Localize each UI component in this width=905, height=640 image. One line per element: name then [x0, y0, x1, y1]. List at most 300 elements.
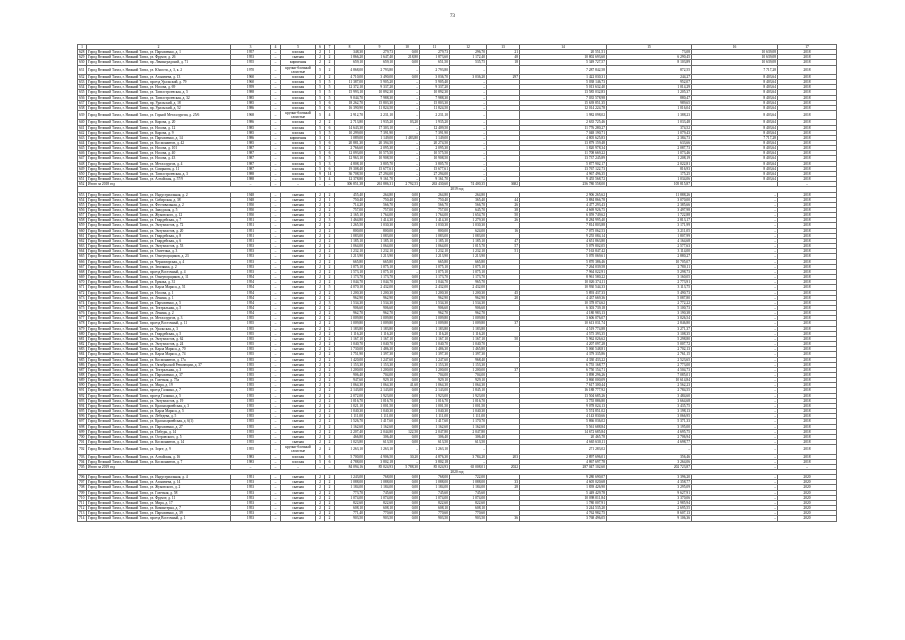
table-cell: –: [271, 342, 281, 347]
table-cell: 608,10: [420, 506, 450, 511]
table-cell: 10 802 693,60: [520, 55, 607, 60]
table-cell: 0,00: [395, 424, 420, 429]
table-cell: 3682: [487, 182, 520, 187]
table-cell: –: [450, 459, 487, 464]
table-cell: Город Великий Тагил, г. Нижний Тагил, ул. Пархоменко, д. 39: [87, 511, 231, 516]
table-cell: 2018: [778, 218, 837, 223]
table-cell: 2018: [778, 60, 837, 65]
table-cell: 0,00: [395, 475, 420, 480]
table-cell: 10 639,08: [692, 60, 778, 65]
table-cell: 5 449 429,78: [520, 490, 607, 495]
table-cell: –: [395, 140, 420, 145]
table-cell: 3 755 886,80: [520, 398, 607, 403]
table-cell: 306,40: [365, 434, 395, 439]
table-cell: 646: [78, 151, 87, 156]
table-cell: 7 988,30: [420, 95, 450, 100]
table-cell: 2: [316, 244, 325, 249]
table-cell: 1 213,90: [335, 254, 365, 259]
table-cell: 632: [78, 74, 87, 79]
table-cell: Город Великий Тагил, г. Нижний Тагил, проезд Восточный, д. 11: [87, 321, 231, 326]
table-cell: 2: [316, 280, 325, 285]
table-cell: 2018: [778, 166, 837, 171]
table-cell: 822,60: [420, 500, 450, 505]
table-cell: 1 923,00: [420, 393, 450, 398]
table-cell: 1987: [231, 156, 271, 161]
table-cell: 1 232,10: [420, 249, 450, 254]
table-cell: 1 200,00: [335, 367, 365, 372]
table-cell: Город Великий Тагил, г. Нижний Тагил, ул. Космонавтов, д. 17а: [87, 357, 231, 362]
table-cell: 1 079,43: [607, 130, 692, 135]
table-cell: 18: [487, 60, 520, 65]
table-cell: 1988: [231, 177, 271, 182]
table-cell: Город Великий Тагил, г. Нижний Тагил, ул. Огнеупорщиков, д. 11: [87, 275, 231, 280]
table-cell: 2018: [778, 171, 837, 176]
table-cell: 2: [325, 357, 335, 362]
table-cell: 2 780,11: [607, 264, 692, 269]
table-cell: 635: [78, 90, 87, 95]
table-cell: –: [231, 464, 271, 469]
table-cell: 2 793,80: [420, 65, 450, 74]
table-cell: 669: [78, 275, 87, 280]
capital-repair-register-table: [77, 44, 837, 522]
table-cell: 73,08: [607, 50, 692, 55]
table-cell: 8 284 995,40: [520, 218, 607, 223]
table-cell: 261 886,31: [365, 182, 395, 187]
table-cell: –: [692, 383, 778, 388]
table-cell: 2: [325, 228, 335, 233]
table-cell: 651: [78, 177, 87, 182]
table-cell: скатная: [281, 305, 316, 310]
table-cell: 655: [78, 202, 87, 207]
table-cell: –: [692, 285, 778, 290]
table-cell: –: [692, 336, 778, 341]
table-cell: 1953: [231, 495, 271, 500]
table-cell: –: [395, 177, 420, 182]
table-cell: –: [395, 85, 420, 90]
table-cell: 2018: [778, 146, 837, 151]
table-cell: 4 605 020,68: [520, 480, 607, 485]
table-cell: 645,70: [450, 208, 487, 213]
table-cell: –: [271, 357, 281, 362]
table-cell: 2018: [778, 259, 837, 264]
table-cell: 1 200,00: [420, 367, 450, 372]
table-cell: 2: [325, 388, 335, 393]
table-cell: –: [692, 275, 778, 280]
table-cell: 2: [325, 55, 335, 60]
table-cell: 681: [78, 336, 87, 341]
table-cell: 2018: [778, 65, 837, 74]
table-cell: 1 654,70: [450, 213, 487, 218]
table-cell: –: [271, 454, 281, 459]
table-cell: –: [395, 90, 420, 95]
table-cell: 1954: [231, 280, 271, 285]
table-cell: 5: [316, 125, 325, 130]
table-cell: –: [692, 259, 778, 264]
table-cell: 0,00: [395, 74, 420, 79]
table-cell: –: [271, 146, 281, 151]
table-cell: –: [271, 300, 281, 305]
table-cell: Город Великий Тагил, г. Нижний Тагил, ул. Землянка, д. 2: [87, 264, 231, 269]
table-cell: 1951: [231, 475, 271, 480]
table-cell: 2: [325, 316, 335, 321]
table-cell: 33: [487, 480, 520, 485]
table-cell: 2: [316, 192, 325, 197]
table-cell: 2018: [778, 202, 837, 207]
table-cell: скатная: [281, 388, 316, 393]
table-cell: 1955: [231, 409, 271, 414]
table-cell: Город Великий Тагил, г. Нижний Тагил, пр. Уральский, д. 52: [87, 105, 231, 110]
table-cell: 6: [325, 454, 335, 459]
table-cell: –: [271, 192, 281, 197]
table-cell: 662: [78, 238, 87, 243]
table-cell: Город Великий Тагил, г. Нижний Тагил, ул. Жуковского, д. 12: [87, 213, 231, 218]
table-cell: 2018: [778, 208, 837, 213]
table-cell: 1 083,00: [365, 233, 395, 238]
table-cell: 1987: [231, 146, 271, 151]
table-cell: 2: [325, 60, 335, 65]
table-cell: Город Великий Тагил, г. Нижний Тагил, ул. Индустриальная, д. 4: [87, 475, 231, 480]
table-cell: Город Великий Тагил, г. Нижний Тагил, ул. Фрунзе, д. 11: [87, 495, 231, 500]
table-cell: 952,07: [607, 80, 692, 85]
table-cell: 6 290,45: [607, 55, 692, 60]
table-cell: 2020: [778, 480, 837, 485]
column-number-header: 2: [87, 45, 231, 50]
table-cell: 0,00: [395, 321, 420, 326]
table-cell: 3 036,70: [420, 74, 450, 79]
table-cell: 5 349 727,57: [520, 60, 607, 65]
table-cell: 673: [78, 295, 87, 300]
table-cell: –: [450, 90, 487, 95]
table-cell: 1 016,04: [607, 105, 692, 110]
table-cell: 2018: [778, 403, 837, 408]
table-cell: –: [271, 480, 281, 485]
table-cell: –: [692, 367, 778, 372]
table-cell: –: [271, 475, 281, 480]
table-cell: Город Великий Тагил, г. Нижний Тагил, ул. Аганичева, д. 13: [87, 74, 231, 79]
table-cell: 8 607,13: [607, 511, 692, 516]
table-cell: 1 021,10: [335, 403, 365, 408]
table-cell: 903,50: [450, 516, 487, 521]
table-cell: 2018: [778, 80, 837, 85]
table-cell: 1986: [231, 135, 271, 140]
table-cell: 1: [325, 135, 335, 140]
table-cell: 1 185,10: [365, 238, 395, 243]
table-cell: 8 403,64: [692, 171, 778, 176]
table-cell: 1985: [231, 130, 271, 135]
table-cell: 8 403,64: [692, 100, 778, 105]
table-cell: 2: [325, 223, 335, 228]
table-cell: 700: [78, 434, 87, 439]
table-cell: 1: [325, 50, 335, 55]
table-cell: 2018: [778, 151, 837, 156]
table-cell: 1 247,60: [365, 357, 395, 362]
table-cell: 1951: [231, 218, 271, 223]
table-cell: 5: [316, 151, 325, 156]
table-cell: 1 116,20: [335, 331, 365, 336]
table-cell: 1954: [231, 305, 271, 310]
table-cell: скатная: [281, 485, 316, 490]
table-cell: 906,60: [420, 305, 450, 310]
table-cell: 0,00: [395, 316, 420, 321]
table-cell: 1 923,00: [450, 393, 487, 398]
table-cell: –: [271, 419, 281, 424]
table-cell: 698: [78, 424, 87, 429]
table-cell: 2: [316, 228, 325, 233]
table-cell: –: [692, 388, 778, 393]
table-row: [78, 445, 837, 454]
table-cell: –: [395, 80, 420, 85]
table-cell: 1 263,10: [365, 445, 395, 454]
table-cell: 9 280 690,07: [520, 475, 607, 480]
table-cell: 9 161,70: [365, 177, 395, 182]
table-cell: 3 664,68: [607, 398, 692, 403]
table-cell: 7 617 300,44: [520, 383, 607, 388]
table-cell: –: [692, 228, 778, 233]
table-cell: 4 164,68: [607, 238, 692, 243]
table-cell: 656: [78, 208, 87, 213]
table-cell: 27 294,00: [365, 171, 395, 176]
table-cell: 1 200,30: [365, 290, 395, 295]
table-cell: –: [271, 393, 281, 398]
table-cell: 6: [325, 140, 335, 145]
table-cell: 1 185,10: [450, 238, 487, 243]
table-cell: 4 762 982,75: [520, 511, 607, 516]
table-cell: –: [692, 459, 778, 464]
table-cell: 2018: [778, 130, 837, 135]
table-cell: 4 143 830,66: [520, 414, 607, 419]
table-cell: 13 585 032,83: [520, 90, 607, 95]
table-cell: 2020: [778, 506, 837, 511]
table-cell: 800,00: [365, 228, 395, 233]
table-cell: 608,10: [450, 506, 487, 511]
table-cell: 2 695,55: [607, 506, 692, 511]
table-cell: 1 873,60: [420, 55, 450, 60]
table-cell: Город Великий Тагил, г. Нижний Тагил, ул. Металлургов, д. 3: [87, 316, 231, 321]
table-cell: Город Великий Тагил, г. Нижний Тагил, ул. Носова, д. 40: [87, 151, 231, 156]
table-cell: 10 613 031,74: [520, 321, 607, 326]
table-cell: 0,00: [395, 228, 420, 233]
table-cell: –: [395, 269, 420, 274]
table-cell: 699: [78, 429, 87, 434]
table-cell: 5: [325, 95, 335, 100]
table-cell: 0,00: [395, 516, 420, 521]
table-cell: 708: [78, 485, 87, 490]
table-cell: 3 264,06: [607, 459, 692, 464]
table-cell: 2 143,00: [335, 388, 365, 393]
table-cell: 676: [78, 311, 87, 316]
table-cell: 1955: [231, 347, 271, 352]
table-cell: 2018: [778, 367, 837, 372]
table-cell: Город Великий Тагил, г. Нижний Тагил, проезд Восточный, д. 4: [87, 269, 231, 274]
table-cell: 2018: [778, 244, 837, 249]
table-cell: 38: [487, 208, 520, 213]
table-cell: 2020: [778, 490, 837, 495]
table-cell: скатная: [281, 475, 316, 480]
table-cell: –: [325, 182, 335, 187]
table-cell: 3 802,18: [365, 459, 395, 464]
table-cell: 1955: [231, 424, 271, 429]
table-cell: 2 143,00: [365, 388, 395, 393]
table-cell: –: [271, 85, 281, 90]
table-cell: скатная: [281, 500, 316, 505]
table-cell: 2: [316, 414, 325, 419]
table-cell: 679: [78, 326, 87, 331]
table-cell: 2: [316, 475, 325, 480]
table-cell: 306,40: [420, 434, 450, 439]
table-cell: –: [692, 233, 778, 238]
table-cell: Город Великий Тагил, г. Нижний Тагил, ул. Ленина, д. 1: [87, 295, 231, 300]
table-cell: 1 167,10: [335, 336, 365, 341]
table-cell: 1 247,60: [420, 357, 450, 362]
table-cell: 3 435,75: [607, 403, 692, 408]
table-cell: 962,90: [420, 295, 450, 300]
table-cell: –: [692, 321, 778, 326]
table-cell: 2: [316, 275, 325, 280]
table-cell: 1968: [231, 111, 271, 120]
table-cell: 2: [316, 495, 325, 500]
table-cell: –: [692, 434, 778, 439]
table-cell: 0,00: [395, 311, 420, 316]
table-cell: 2: [325, 506, 335, 511]
table-cell: 0,00: [395, 409, 420, 414]
table-cell: –: [692, 208, 778, 213]
table-cell: 10 930 544,33: [520, 285, 607, 290]
table-cell: плоская: [281, 151, 316, 156]
table-cell: скатная: [281, 490, 316, 495]
table-cell: –: [450, 65, 487, 74]
table-cell: 2: [325, 264, 335, 269]
table-cell: –: [692, 326, 778, 331]
table-cell: 2018: [778, 95, 837, 100]
table-cell: 2 577,63: [607, 244, 692, 249]
table-cell: 36 708,50: [335, 171, 365, 176]
table-cell: 13 767 122,73: [520, 166, 607, 171]
table-cell: 1986: [231, 105, 271, 110]
table-cell: 710: [78, 495, 87, 500]
table-cell: 1 184,00: [365, 485, 395, 490]
table-cell: Город Великий Тагил, г. Нижний Тагил, проезд Галкина, д. 5: [87, 393, 231, 398]
table-cell: –: [692, 454, 778, 459]
table-cell: 3 070,00: [607, 197, 692, 202]
table-cell: 903,50: [335, 516, 365, 521]
table-cell: 1953: [231, 506, 271, 511]
table-cell: 1 866,20: [335, 55, 365, 60]
table-cell: 613,50: [365, 440, 395, 445]
table-cell: 5 905,40: [420, 80, 450, 85]
table-cell: 12 014 224,78: [520, 105, 607, 110]
table-cell: 2018: [778, 156, 837, 161]
table-cell: 3 211,05: [607, 228, 692, 233]
table-cell: 628: [78, 50, 87, 55]
column-number-header: 15: [607, 45, 692, 50]
table-cell: –: [271, 140, 281, 145]
table-cell: 5: [316, 156, 325, 161]
table-cell: скатная: [281, 233, 316, 238]
table-cell: –: [271, 120, 281, 125]
table-row: [78, 65, 837, 74]
table-cell: –: [271, 177, 281, 182]
table-cell: 2: [325, 259, 335, 264]
table-cell: –: [692, 378, 778, 383]
table-cell: 1987: [231, 161, 271, 166]
year-section-label: 2020 год: [78, 469, 837, 474]
table-cell: 680: [78, 331, 87, 336]
table-cell: Город Великий Тагил, г. Нижний Тагил, ул. Энтузиастов, д. 24: [87, 342, 231, 347]
table-cell: [487, 65, 520, 74]
table-cell: Город Великий Тагил, г. Нижний Тагил, ул. Алтайская, д. 57/9: [87, 177, 231, 182]
table-cell: 2: [325, 440, 335, 445]
table-cell: скатная: [281, 290, 316, 295]
table-cell: 1 417,60: [420, 419, 450, 424]
table-cell: 1955: [231, 342, 271, 347]
table-cell: 624,00: [450, 228, 487, 233]
table-cell: 2: [325, 434, 335, 439]
table-cell: 2018: [778, 264, 837, 269]
table-cell: 1953: [231, 55, 271, 60]
table-cell: –: [271, 254, 281, 259]
table-cell: 7 814 803,88: [520, 223, 607, 228]
table-cell: 1 162,60: [450, 424, 487, 429]
table-cell: –: [692, 414, 778, 419]
table-cell: –: [692, 464, 778, 469]
table-cell: 15 677,61: [365, 166, 395, 171]
table-cell: 1 839 426,90: [520, 485, 607, 490]
column-number-header: 13: [487, 45, 520, 50]
table-cell: 1 183,80: [335, 326, 365, 331]
table-cell: –: [271, 280, 281, 285]
table-cell: –: [395, 111, 420, 120]
table-cell: –: [395, 125, 420, 130]
table-cell: 3 244 535,20: [520, 506, 607, 511]
table-cell: 1960: [231, 80, 271, 85]
table-cell: –: [271, 336, 281, 341]
table-cell: 9 627,91: [607, 490, 692, 495]
table-cell: 566,70: [365, 202, 395, 207]
table-cell: 2018: [778, 424, 837, 429]
table-cell: 1 205,37: [607, 90, 692, 95]
table-cell: 2: [316, 269, 325, 274]
table-cell: 3 295,09: [607, 485, 692, 490]
column-number-header: 4: [271, 45, 281, 50]
table-cell: 264,80: [450, 192, 487, 197]
table-cell: 1 149,00: [420, 135, 450, 140]
table-cell: Город Великий Тагил, г. Нижний Тагил, ул. Фестивальная, д. 2: [87, 202, 231, 207]
table-cell: 1 173,70: [420, 275, 450, 280]
table-cell: 2018: [778, 135, 837, 140]
table-cell: 0,00: [395, 285, 420, 290]
table-cell: 2: [316, 259, 325, 264]
table-cell: 9 455 568,72: [520, 177, 607, 182]
table-cell: 9 078 024,13: [520, 403, 607, 408]
table-cell: 653: [78, 192, 87, 197]
table-cell: 4 070,10: [335, 285, 365, 290]
table-cell: –: [271, 228, 281, 233]
table-cell: 2: [316, 511, 325, 516]
table-cell: –: [316, 464, 325, 469]
table-cell: Город Великий Тагил, г. Нижний Тагил, ул. Уральская, д. 3: [87, 326, 231, 331]
table-cell: 0,00: [395, 336, 420, 341]
table-cell: 1 064,00: [420, 244, 450, 249]
table-cell: 5 700,00: [335, 454, 365, 459]
table-cell: 3: [325, 218, 335, 223]
table-cell: 6 059 749,62: [520, 213, 607, 218]
table-cell: 1 167,10: [365, 336, 395, 341]
table-cell: 2 713,80: [335, 120, 365, 125]
table-cell: 2: [325, 383, 335, 388]
table-cell: –: [450, 151, 487, 156]
table-cell: 5 100,73: [607, 305, 692, 310]
table-cell: скатная: [281, 367, 316, 372]
